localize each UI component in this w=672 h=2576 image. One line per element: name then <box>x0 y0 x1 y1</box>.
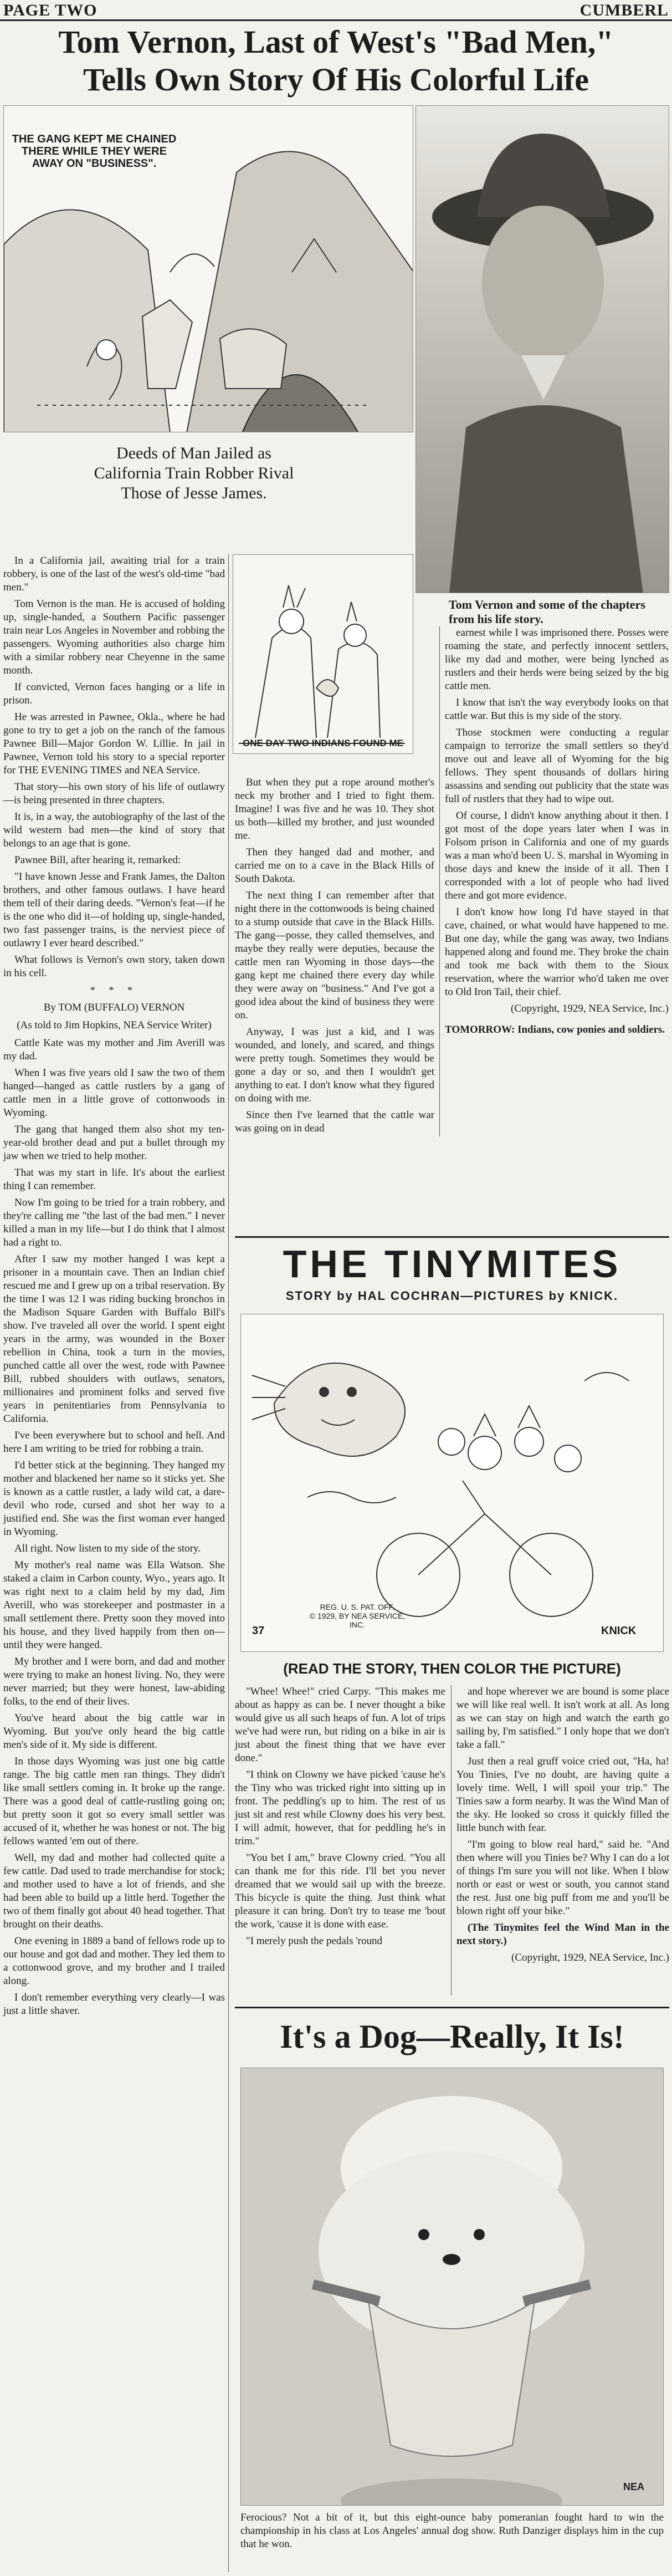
tinymites-subhead: (READ THE STORY, THEN COLOR THE PICTURE) <box>283 1660 621 1677</box>
story-paragraph: The gang that hanged them also shot my ten-year-old brother dead and put a bullet through my jaw when we tried to help mother. <box>3 1124 225 1162</box>
story-paragraph: After I saw my mother hanged I was kept a prisoner in a mountain cave. Then an Indian chief rescued me and I grew up on a tribal reservation. By the time I was 12 I was riding bucking bronchos in the Madison Square Garden with Buffalo Bill's show. I've traveled all over the world. I spent eight years in the army, was wounded in the Boxer rebellion in China, took a turn in the movies, punched cattle all over the west, rode with Pawnee Bill, rubbed shoulders with outlaws, senators, millionaires and prominent folks and served five years in penitentiaries from Pennsylvania to California. <box>3 1253 225 1425</box>
portrait-caption: Tom Vernon and some of the chapters from his life story. <box>449 598 645 626</box>
story-paragraph: I'd better stick at the beginning. They hanged my mother and blackened her name so it sticks yet. She is known as a cattle rustler, a lady wild cat, a dare-devil who rode, cursed and shot her way to a justified end. She was the first woman ever hanged in Wyoming. <box>3 1460 225 1538</box>
tinymites-paragraph: "I think on Clowny we have picked 'cause he's the Tiny who was tricked right into sitting up in front. The peddling's up to him. The rest of us just sit and rest while Clowny does his very best. I will admit, however, that for peddling he's in trim." <box>235 1769 445 1847</box>
story-paragraph: earnest while I was imprisoned there. Posses were roaming the state, and perfectly innocent settlers, like my dad and mother, were being lynched as rustlers and their herds were being seized by the big cattle men. <box>445 627 669 692</box>
tinymites-paragraph: and hope wherever we are bound is some place we will like real well. It isn't work at all. As long as we can stay on high and watch the earth go sailing by, I'm satisfied." I only hope that we don't take a fall." <box>456 1686 669 1751</box>
cartoon-indians-illustration <box>233 554 413 754</box>
column-rule <box>451 1685 452 1996</box>
dog-photo-credit: NEA <box>623 2481 645 2492</box>
story-paragraph: One evening in 1889 a band of fellows rode up to our house and got dad and mother. They led them to a cottonwood grove, and my brother and I trailed along. <box>3 1935 225 1987</box>
section-rule <box>235 2007 669 2008</box>
cartoon-cave-caption: THE GANG KEPT ME CHAINED THERE WHILE THEY WERE AWAY ON "BUSINESS". <box>12 133 177 170</box>
story-paragraph: The next thing I can remember after that night there in the cottonwoods is being chained to a stump outside that cave in the Black Hills. The gang—posse, they called themselves, and maybe they really were deputies, because the cattle men ran Wyoming in those days—the gang kept me chained there every day while they were away on "business." And I've got a good idea about the kind of business they were on. <box>235 890 434 1021</box>
story-paragraph: Well, my dad and mother had collected quite a few cattle. Dad used to trade merchandise for stock; and mother used to have a lot of friends, and she had been able to build up a little herd. Together the two of them finally got about 40 head together. That brought on their deaths. <box>3 1852 225 1930</box>
indians-drawing <box>233 555 413 754</box>
story-paragraph: My mother's real name was Ella Watson. She staked a claim in Carbon county, Wyo., years ago. It was right next to a claim held by my dad, Jim Averill, who was storekeeper and postmaster in a small settlement there. Pretty soon they moved into his house, and they lived happily from then on—until they were hanged. <box>3 1559 225 1651</box>
article-column-3 <box>445 626 669 1040</box>
article-deck: Deeds of Man Jailed as California Train Robber Rival Those of Jesse James. <box>94 444 294 502</box>
intro-paragraph: If convicted, Vernon faces hanging or a life in prison. <box>3 681 225 706</box>
dog-caption: Ferocious? Not a bit of it, but this eight-ounce baby pomeranian fought hard to win the championship in his class at Los Angeles' annual dog show. Ruth Danziger displays him in the cup that he won. <box>240 2512 664 2550</box>
section-divider: * * * <box>90 985 138 996</box>
byline-note: (As told to Jim Hopkins, NEA Service Writer) <box>17 1019 212 1031</box>
tinymites-copyright: (Copyright, 1929, NEA Service, Inc.) <box>511 1952 669 1963</box>
tinymites-next-note: (The Tinymites feel the Wind Man in the next story.) <box>456 1922 669 1947</box>
dog-headline: It's a Dog—Really, It Is! <box>280 2018 624 2055</box>
story-paragraph: All right. Now listen to my side of the story. <box>14 1543 201 1554</box>
story-paragraph: Those stockmen were conducting a regular campaign to terrorize the small settlers so they'd move out and leave all of Wyoming for the big fellows. They spent thousands of dollars hiring assassins and sending out publicity that the state was full of rustlers that they had to wipe out. <box>445 727 669 805</box>
tinymites-paragraph: Just then a real gruff voice cried out, "Ha, ha! You Tinies, I've no doubt, are having quite a lovely time. Well, I will spoil your trip." The Tinies saw a form nearby. It was the Wind Man of the sky. He looked so cross it quickly filled the little bunch with fear. <box>456 1756 669 1834</box>
newspaper-name: CUMBERL <box>579 1 669 19</box>
byline-author: By TOM (BUFFALO) VERNON <box>43 1002 185 1013</box>
tinymites-credit: STORY by HAL COCHRAN—PICTURES by KNICK. <box>285 1289 619 1303</box>
page-number: PAGE TWO <box>3 1 98 19</box>
tinymites-column-right <box>456 1685 669 1968</box>
story-paragraph: That was my start in life. It's about the earliest thing I can remember. <box>3 1167 225 1192</box>
tinymites-artist-signature: KNICK <box>601 1625 637 1637</box>
story-paragraph: My brother and I were born, and dad and mother were trying to make an honest living. No, they were never married; but they were honest, law-abiding folks, to the end of their lives. <box>3 1656 225 1707</box>
story-paragraph: I don't know how long I'd have stayed in that cave, chained, or what would have happened to me. But one day, while the gang was away, two Indians happened along and found me. They broke the chain and took me back with them to the Sioux reservation, where the warrior who'd taken me over to Old Iron Tail, their chief. <box>445 906 669 998</box>
tinymites-trademark: REG. U. S. PAT. OFF. © 1929, BY NEA SERVICE, INC. <box>309 1603 406 1629</box>
story-paragraph: Anyway, I was just a kid, and I was wounded, and lonely, and scared, and things were pretty tough. Sometimes they would be gone a day or so, and then I wouldn't get anything to eat. I don't know what they figured on doing with me. <box>235 1026 434 1104</box>
section-rule <box>235 1236 669 1238</box>
headline-line2: Tells Own Story Of His Colorful Life <box>83 62 589 98</box>
intro-paragraph: Tom Vernon is the man. He is accused of holding up, single-handed, a Southern Pacific passenger train near Los Angeles in November and robbing the passengers. Wyoming authorities also charge him with a similar robbery near Cheyenne in the same month. <box>3 598 225 676</box>
tomorrow-teaser: TOMORROW: Indians, cow ponies and soldiers. <box>445 1024 665 1035</box>
story-paragraph: Of course, I didn't know anything about it then. I got most of the dope years later when I was in Folsom prison in California and one of my guards was a man who'd been U. S. marshal in Wyoming in those days and knew the inside of it all. Then I corresponded with a lot of people who had lived there and got more evidence. <box>445 810 669 901</box>
story-paragraph: But when they put a rope around mother's neck my brother and I tried to fight them. Imagine! I was five and he was 10. They shot us both—killed my brother, and just wounded me. <box>235 777 434 841</box>
page-header <box>0 0 672 21</box>
tinymites-drawing <box>241 1314 664 1652</box>
intro-paragraph: Pawnee Bill, after hearing it, remarked: <box>14 854 181 866</box>
story-paragraph: I don't remember everything very clearly—I was just a little shaver. <box>3 1992 225 2017</box>
intro-paragraph: He was arrested in Pawnee, Okla., where he had gone to try to get a job on the ranch of the famous Pawnee Bill—Major Gordon W. Lillie. In jail in Pawnee, Vernon told his story to a special reporter for THE EVENING TIMES and NEA Service. <box>3 711 225 776</box>
story-paragraph: You've heard about the big cattle war in Wyoming. But you've only heard the big cattle men's side of it. My side is different. <box>3 1712 225 1751</box>
story-paragraph: Since then I've learned that the cattle war was going on in dead <box>235 1109 434 1134</box>
portrait-image <box>416 106 669 593</box>
headline-line1: Tom Vernon, Last of West's "Bad Men," <box>58 24 614 60</box>
intro-paragraph: It is, in a way, the autobiography of the last of the wild western bad men—the kind of story that belongs to an age that is gone. <box>3 811 225 849</box>
story-paragraph: When I was five years old I saw the two of them hanged—hanged as cattle rustlers by a gang of cattle men in a little grove of cottonwoods in Wyoming. <box>3 1067 225 1119</box>
tinymites-paragraph: "Whee! Whee!" cried Carpy. "This makes me about as happy as can be. I never thought a bike would give us all such heaps of fun. A lot of trips we've had were run, but riding on a bike in air is just about the finest thing that we have ever done." <box>235 1686 445 1764</box>
article-column-1 <box>3 554 225 2021</box>
story-paragraph: I've been everywhere but to school and hell. And here I am writing to be tried for robbing a train. <box>3 1430 225 1455</box>
story-paragraph: Now I'm going to be tried for a train robbery, and they're calling me "the last of the bad men." I never killed a man in my life—but I do think that I almost had a right to. <box>3 1197 225 1248</box>
cartoon-indians-caption: ONE DAY TWO INDIANS FOUND ME <box>243 738 403 748</box>
tinymites-illustration <box>240 1314 664 1652</box>
tinymites-panel-number: 37 <box>252 1625 265 1637</box>
tinymites-paragraph: "You bet I am," brave Clowny cried. "You all can thank me for this ride. I'll bet you never dreamed that we would sail up with the breeze. This bicycle is quite the thing. Just think what pleasure it can bring. Don't try to tease me 'bout the work, 'cause it is done with ease. <box>235 1852 445 1930</box>
story-paragraph: Cattle Kate was my mother and Jim Averill was my dad. <box>3 1037 225 1062</box>
intro-paragraph: What follows is Vernon's own story, taken down in his cell. <box>3 954 225 979</box>
portrait-photo <box>415 105 669 593</box>
tinymites-paragraph: "I'm going to blow real hard," said he. "And then where will you Tinies be? Why I can do a lot of things I'm sure you will not like. When I blow north or east or west or south, you cannot stand the rest. Just one big puff from me and you'll be blown right off your bike." <box>456 1839 669 1917</box>
story-paragraph: In those days Wyoming was just one big cattle range. The big cattle men ran things. They didn't like small settlers coming in. It broke up the range. There was a good deal of cattle-rustling going on; but pretty soon it got so every small settler was accused of it, whether he was honest or not. The big fellows wanted 'em out of there. <box>3 1756 225 1847</box>
column-rule <box>439 626 440 1136</box>
tinymites-paragraph: "I merely push the pedals 'round <box>246 1935 382 1947</box>
intro-paragraph: "I have known Jesse and Frank James, the Dalton brothers, and other famous outlaws. I have heard them tell of their daring deeds. "Vernon's feat—if he is the one who did it—of holding up, single-handed, two fast passenger trains, is the nerviest piece of outlawry I ever heard described." <box>3 871 225 949</box>
dog-image <box>241 2068 664 2506</box>
tinymites-title: THE TINYMITES <box>283 1242 622 1286</box>
copyright-line: (Copyright, 1929, NEA Service, Inc.) <box>511 1003 669 1014</box>
column-rule <box>228 554 229 2572</box>
intro-paragraph: In a California jail, awaiting trial for a train robbery, is one of the last of the west's old-time "bad men." <box>3 555 225 593</box>
article-column-2 <box>235 776 434 1139</box>
story-paragraph: Then they hanged dad and mother, and carried me on to a cave in the Black Hills of South Dakota. <box>235 846 434 885</box>
intro-paragraph: That story—his own story of his life of outlawry—is being presented in three chapters. <box>3 781 225 806</box>
tinymites-column-left <box>235 1685 445 1951</box>
story-paragraph: I know that isn't the way everybody looks on that cattle war. But this is my side of the story. <box>445 697 669 722</box>
dog-photo <box>240 2068 664 2506</box>
